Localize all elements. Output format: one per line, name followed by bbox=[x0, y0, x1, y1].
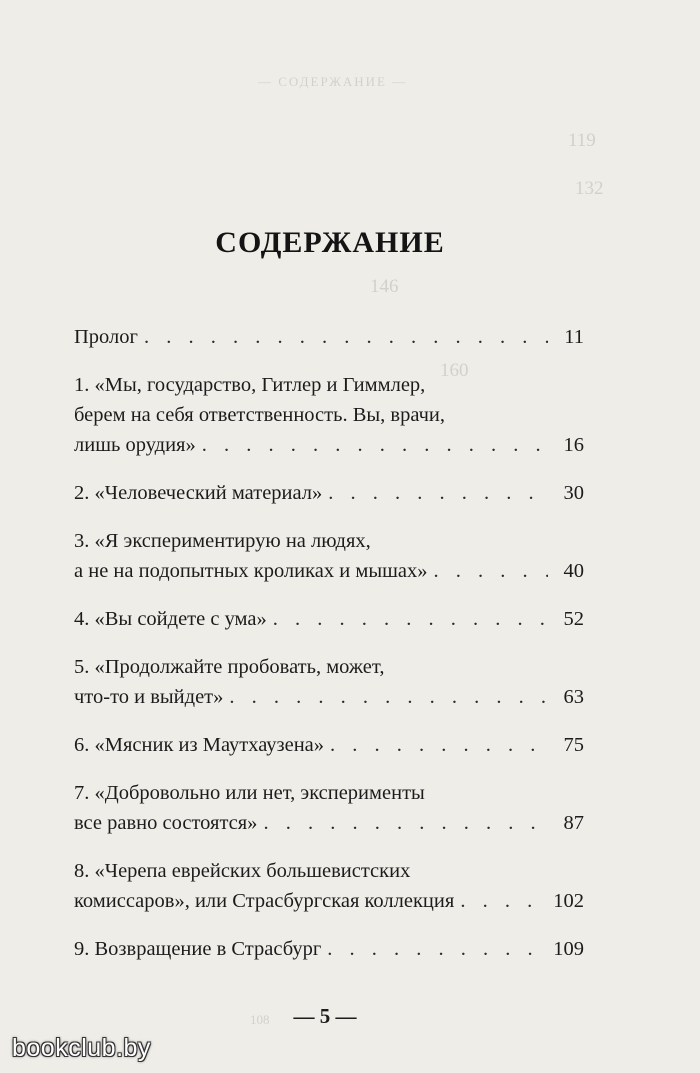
toc-entry-last-line bbox=[74, 478, 584, 508]
watermark: bookclub.by bbox=[12, 1034, 151, 1062]
toc-entry bbox=[74, 526, 584, 586]
toc-entry-text: 4. «Вы сойдете с ума» bbox=[74, 608, 267, 630]
toc-entry-page: 11 bbox=[564, 326, 584, 348]
toc-entry-text: 9. Возвращение в Страсбург bbox=[74, 938, 322, 960]
toc-entry bbox=[74, 934, 584, 964]
toc-entry-line: 1. «Мы, государство, Гитлер и Гиммлер, bbox=[74, 374, 426, 396]
toc-entry-last-line bbox=[74, 682, 584, 712]
toc-entry-last-line bbox=[74, 556, 584, 586]
toc-entry-page: 75 bbox=[563, 734, 584, 756]
toc-entry bbox=[74, 652, 584, 712]
toc-entry-page: 16 bbox=[563, 434, 584, 456]
toc-entry-last-line bbox=[74, 934, 584, 964]
page-number: — 5 — bbox=[293, 1004, 357, 1028]
dot-leader bbox=[434, 556, 549, 586]
bleed-through-previous-page: — СОДЕРЖАНИЕ — 119 132 146 160 108 bbox=[250, 74, 604, 1027]
toc-entry bbox=[74, 604, 584, 634]
toc-entry bbox=[74, 322, 584, 352]
dot-leader bbox=[460, 886, 547, 916]
toc-entry-text: что-то и выйдет» bbox=[74, 686, 224, 708]
toc-entry bbox=[74, 478, 584, 508]
toc-entry bbox=[74, 730, 584, 760]
toc-entry-page: 52 bbox=[563, 608, 584, 630]
toc-entry-text: комиссаров», или Страсбургская коллекция bbox=[74, 890, 455, 912]
dot-leader bbox=[202, 430, 548, 460]
toc-entry-text: все равно состоятся» bbox=[74, 812, 258, 834]
dot-leader bbox=[229, 682, 548, 712]
toc-entry-last-line bbox=[74, 322, 584, 352]
toc-entry-page: 40 bbox=[563, 560, 584, 582]
toc-entry-last-line bbox=[74, 730, 584, 760]
toc-entry bbox=[74, 778, 584, 838]
toc-entry bbox=[74, 856, 584, 916]
toc-entry-text: Пролог bbox=[74, 326, 138, 348]
toc-entry-page: 63 bbox=[563, 686, 584, 708]
dot-leader bbox=[328, 478, 548, 508]
toc-entry-page: 87 bbox=[563, 812, 584, 834]
toc-entry-line: берем на себя ответственность. Вы, врачи, bbox=[74, 404, 446, 426]
toc-entry-page: 102 bbox=[553, 890, 584, 912]
toc-entry-text: 6. «Мясник из Маутхаузена» bbox=[74, 734, 325, 756]
toc-entry bbox=[74, 370, 584, 460]
toc-entry-last-line bbox=[74, 604, 584, 634]
toc-entry-last-line bbox=[74, 430, 584, 460]
dot-leader bbox=[263, 808, 548, 838]
toc-entry-line: 5. «Продолжайте пробовать, может, bbox=[74, 656, 385, 678]
page-title: СОДЕРЖАНИЕ bbox=[215, 226, 445, 259]
dot-leader bbox=[330, 730, 548, 760]
toc-entry-line: 8. «Черепа еврейских большевистских bbox=[74, 860, 411, 882]
toc-entry-page: 30 bbox=[563, 482, 584, 504]
toc-entry-text: а не на подопытных кроликах и мышах» bbox=[74, 560, 428, 582]
toc-entry-last-line bbox=[74, 886, 584, 916]
toc-entry-line: 3. «Я экспериментирую на людях, bbox=[74, 530, 371, 552]
dot-leader bbox=[144, 322, 548, 352]
toc-entry-text: 2. «Человеческий материал» bbox=[74, 482, 323, 504]
toc-entry-last-line bbox=[74, 808, 584, 838]
dot-leader bbox=[327, 934, 547, 964]
toc-entry-line: 7. «Добровольно или нет, эксперименты bbox=[74, 782, 425, 804]
table-of-contents bbox=[74, 322, 584, 982]
toc-entry-text: лишь орудия» bbox=[74, 434, 196, 456]
dot-leader bbox=[273, 604, 548, 634]
toc-entry-page: 109 bbox=[553, 938, 584, 960]
